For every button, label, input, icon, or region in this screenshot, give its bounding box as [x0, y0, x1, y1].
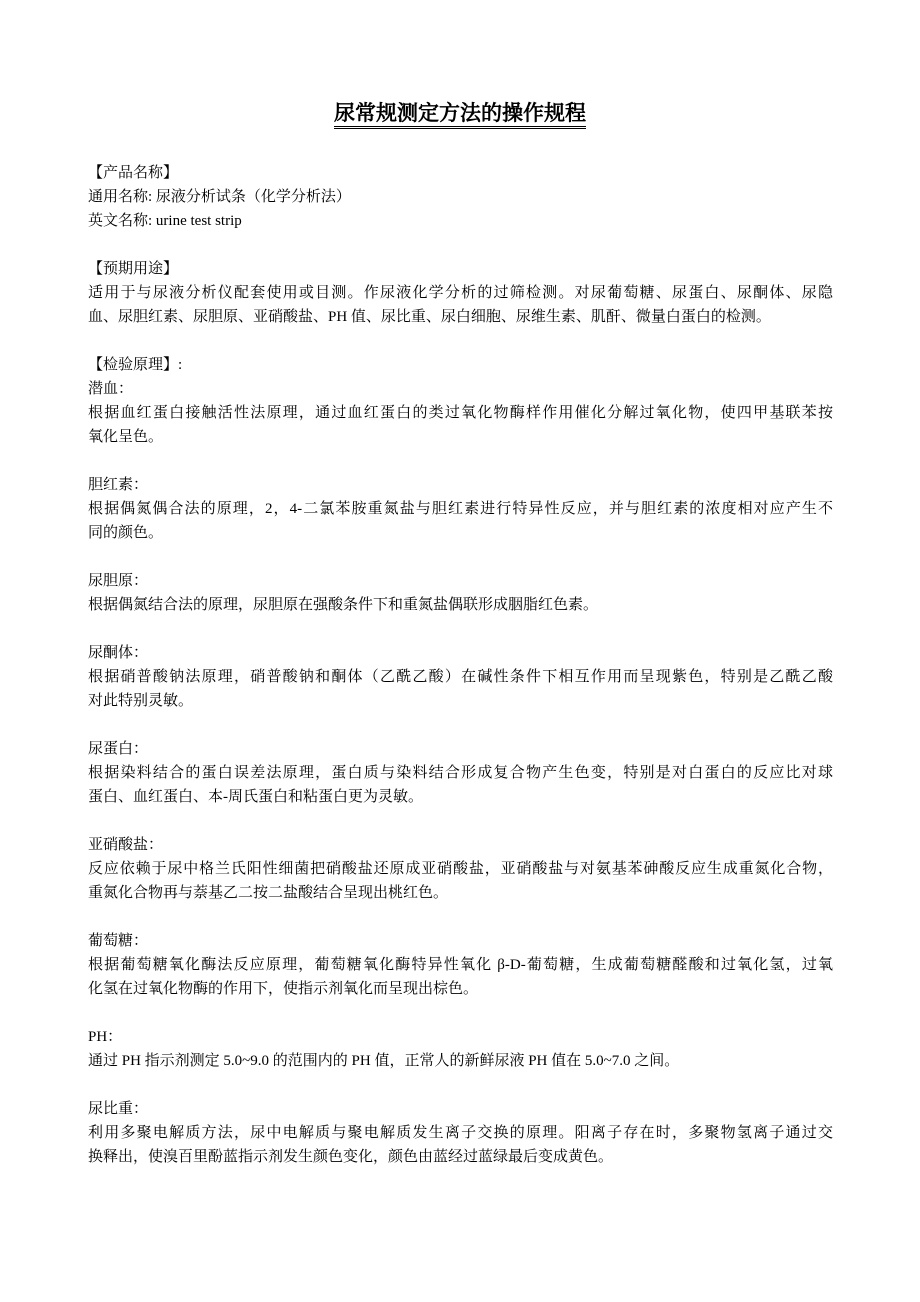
section-text-line: 根据偶氮结合法的原理，尿胆原在强酸条件下和重氮盐偶联形成胭脂红色素。	[88, 597, 599, 613]
section-text-line: 换释出，使溴百里酚蓝指示剂发生颜色变化，颜色由蓝经过蓝绿最后变成黄色。	[88, 1149, 614, 1165]
section-heading: 尿酮体：	[88, 645, 149, 661]
section-text-line: 反应依赖于尿中格兰氏阳性细菌把硝酸盐还原成亚硝酸盐，亚硝酸盐与对氨基苯砷酸反应生成重氮化合物，	[88, 861, 833, 877]
section-text-line: 同的颜色。	[88, 525, 164, 541]
document-title	[0, 98, 920, 128]
document-title-text: 尿常规测定方法的操作规程	[334, 101, 586, 129]
section-heading: 【产品名称】	[88, 165, 179, 181]
section-text-line: 根据葡萄糖氧化酶法反应原理，葡萄糖氧化酶特异性氧化 β-D-葡萄糖，生成葡萄糖醛酸和过氧化氢，过氧	[88, 957, 833, 973]
section-block	[88, 473, 833, 545]
section-text-line: 根据偶氮偶合法的原理，2，4-二氯苯胺重氮盐与胆红素进行特异性反应，并与胆红素的浓度相对应产生不	[88, 501, 833, 517]
section-block	[88, 569, 833, 617]
section-text-line: 适用于与尿液分析仪配套使用或目测。作尿液化学分析的过筛检测。对尿葡萄糖、尿蛋白、尿酮体、尿隐	[88, 285, 833, 301]
section-block	[88, 1025, 833, 1073]
section-text-line: 对此特别灵敏。	[88, 693, 194, 709]
section-text-line: 英文名称: urine test strip	[88, 213, 242, 229]
section-text-line: 通用名称: 尿液分析试条（化学分析法）	[88, 189, 351, 205]
section-block	[88, 257, 833, 329]
section-text-line: 氧化呈色。	[88, 429, 164, 445]
section-block	[88, 737, 833, 809]
section-heading: 【预期用途】	[88, 261, 179, 277]
document-body	[88, 161, 833, 1193]
section-block	[88, 641, 833, 713]
section-text-line: 利用多聚电解质方法，尿中电解质与聚电解质发生离子交换的原理。阳离子存在时，多聚物氢离子通过交	[88, 1125, 833, 1141]
section-heading: 尿胆原：	[88, 573, 149, 589]
section-text-line: 潜血：	[88, 381, 134, 397]
section-text-line: 根据硝普酸钠法原理，硝普酸钠和酮体（乙酰乙酸）在碱性条件下相互作用而呈现紫色，特别是乙酰乙酸	[88, 669, 833, 685]
section-heading: 亚硝酸盐：	[88, 837, 164, 853]
section-heading: 【检验原理】:	[88, 357, 183, 373]
section-block	[88, 161, 833, 233]
section-text-line: 根据血红蛋白接触活性法原理，通过血红蛋白的类过氧化物酶样作用催化分解过氧化物，使四甲基联苯按	[88, 405, 833, 421]
section-heading: 葡萄糖：	[88, 933, 149, 949]
section-block	[88, 833, 833, 905]
section-heading: 尿蛋白：	[88, 741, 149, 757]
section-heading: 尿比重：	[88, 1101, 149, 1117]
section-text-line: 通过 PH 指示剂测定 5.0~9.0 的范围内的 PH 值，正常人的新鲜尿液 PH 值在 5.0~7.0 之间。	[88, 1053, 680, 1069]
section-text-line: 根据染料结合的蛋白误差法原理，蛋白质与染料结合形成复合物产生色变，特别是对白蛋白的反应比对球	[88, 765, 833, 781]
section-text-line: 血、尿胆红素、尿胆原、亚硝酸盐、PH 值、尿比重、尿白细胞、尿维生素、肌酐、微量白蛋白的检测。	[88, 309, 771, 325]
section-heading: 胆红素：	[88, 477, 149, 493]
section-text-line: 化氢在过氧化物酶的作用下，使指示剂氧化而呈现出棕色。	[88, 981, 479, 997]
section-text-line: 重氮化合物再与萘基乙二按二盐酸结合呈现出桃红色。	[88, 885, 449, 901]
section-block	[88, 353, 833, 449]
section-text-line: 蛋白、血红蛋白、本-周氏蛋白和粘蛋白更为灵敏。	[88, 789, 423, 805]
section-block	[88, 929, 833, 1001]
section-block	[88, 1097, 833, 1169]
section-heading: PH：	[88, 1029, 123, 1045]
